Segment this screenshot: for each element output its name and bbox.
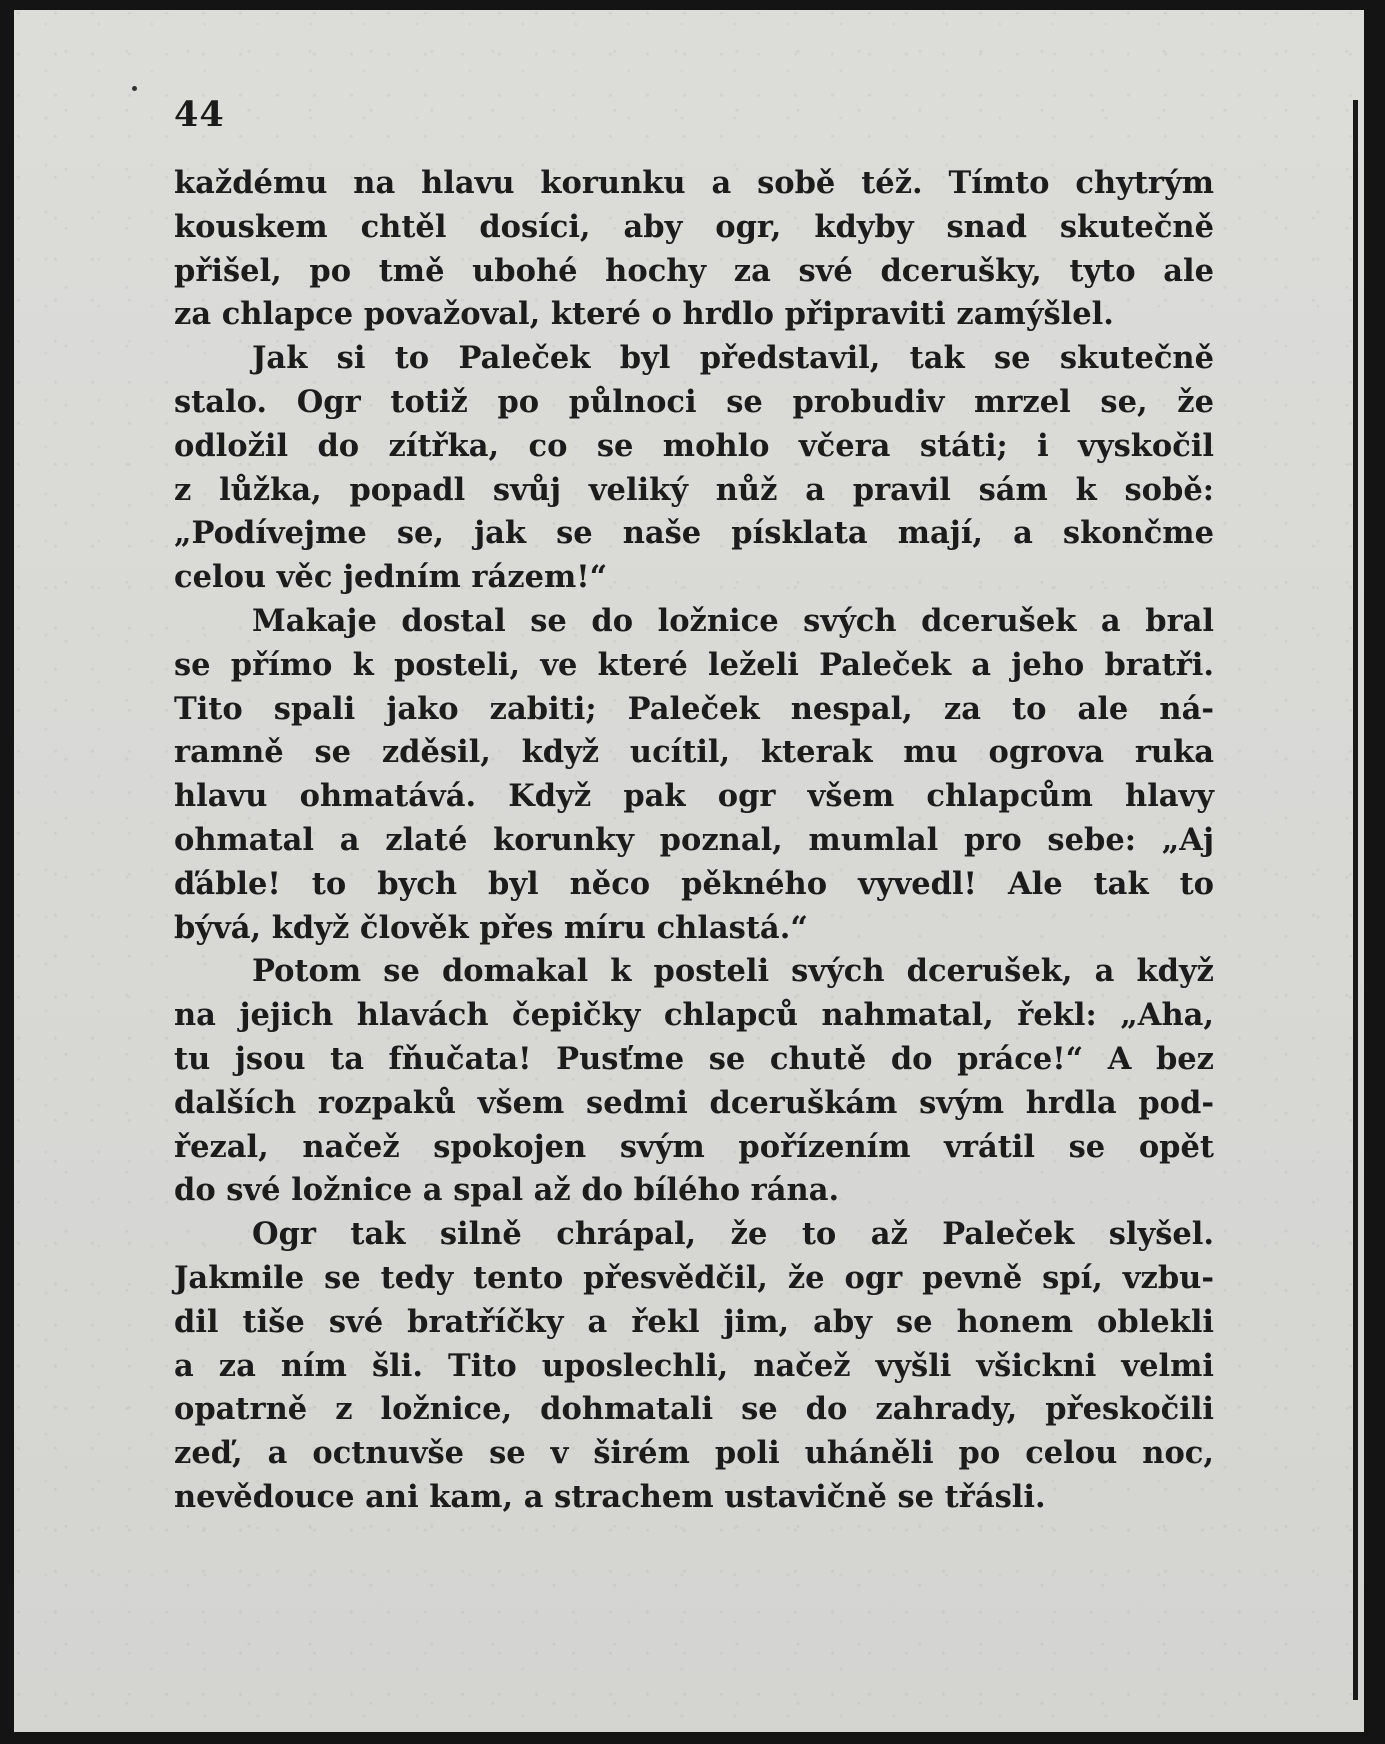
text-line: „Podívejme se, jak se naše písklata mají, a skončme [174,515,1214,552]
text-line: Potom se domakal k posteli svých dcerušek, a když [252,953,1214,990]
text-line: Jakmile se tedy tento přesvědčil, že ogr pevně spí, vzbu- [174,1259,1214,1296]
text-line: přišel, po tmě ubohé hochy za své dcerušky, tyto ale [174,252,1214,289]
text-line: ramně se zděsil, když ucítil, kterak mu ogrova ruka [174,734,1214,771]
text-line: stalo. Ogr totiž po půlnoci se probudiv mrzel se, že [174,383,1214,420]
text-line: ohmatal a zlaté korunky poznal, mumlal pro sebe: „Aj [174,821,1214,858]
text-line: opatrně z ložnice, dohmatali se do zahrady, přeskočili [174,1391,1214,1428]
text-line: dalších rozpaků všem sedmi dceruškám svým hrdla pod- [174,1084,1214,1121]
text-line: se přímo k posteli, ve které leželi Paleček a jeho bratři. [174,646,1214,683]
text-line: na jejich hlavách čepičky chlapců nahmatal, řekl: „Aha, [174,997,1214,1034]
text-line: Jak si to Paleček byl představil, tak se skutečně [252,340,1214,377]
text-line: za chlapce považoval, které o hrdlo připraviti zamýšlel. [174,296,1114,333]
book-page [14,10,1364,1732]
text-line: do své ložnice a spal až do bílého rána. [174,1172,840,1209]
ink-speck [132,86,137,91]
text-line: dil tiše své bratříčky a řekl jim, aby se honem oblekli [174,1303,1214,1340]
text-line: každému na hlavu korunku a sobě též. Tímto chytrým [174,165,1214,201]
text-line: Ogr tak silně chrápal, že to až Paleček slyšel. [252,1216,1214,1253]
text-line: řezal, načež spokojen svým pořízením vrátil se opět [174,1128,1214,1165]
text-line: tu jsou ta fňučata! Pusťme se chutě do práce!“ A bez [174,1040,1214,1077]
binding-edge [1353,100,1358,1700]
text-line: nevědouce ani kam, a strachem ustavičně se třásli. [174,1478,1046,1515]
page-number: 44 [174,94,225,135]
text-line: celou věc jedním rázem!“ [174,559,608,596]
text-line: hlavu ohmatává. Když pak ogr všem chlapcům hlavy [174,778,1214,815]
text-line: bývá, když člověk přes míru chlastá.“ [174,909,808,946]
text-line: Tito spali jako zabiti; Paleček nespal, za to ale ná- [174,690,1214,727]
body-text [174,162,1214,1520]
text-line: a za ním šli. Tito uposlechli, načež vyšli všickni velmi [174,1347,1214,1384]
text-line: ďáble! to bych byl něco pěkného vyvedl! Ale tak to [174,865,1214,902]
text-line: kouskem chtěl dosíci, aby ogr, kdyby snad skutečně [174,208,1214,245]
text-line: Makaje dostal se do ložnice svých dcerušek a bral [252,602,1214,639]
text-line: odložil do zítřka, co se mohlo včera státi; i vyskočil [174,427,1214,464]
text-line: z lůžka, popadl svůj veliký nůž a pravil sám k sobě: [174,471,1214,508]
text-line: zeď, a octnuvše se v širém poli uháněli po celou noc, [174,1435,1214,1472]
